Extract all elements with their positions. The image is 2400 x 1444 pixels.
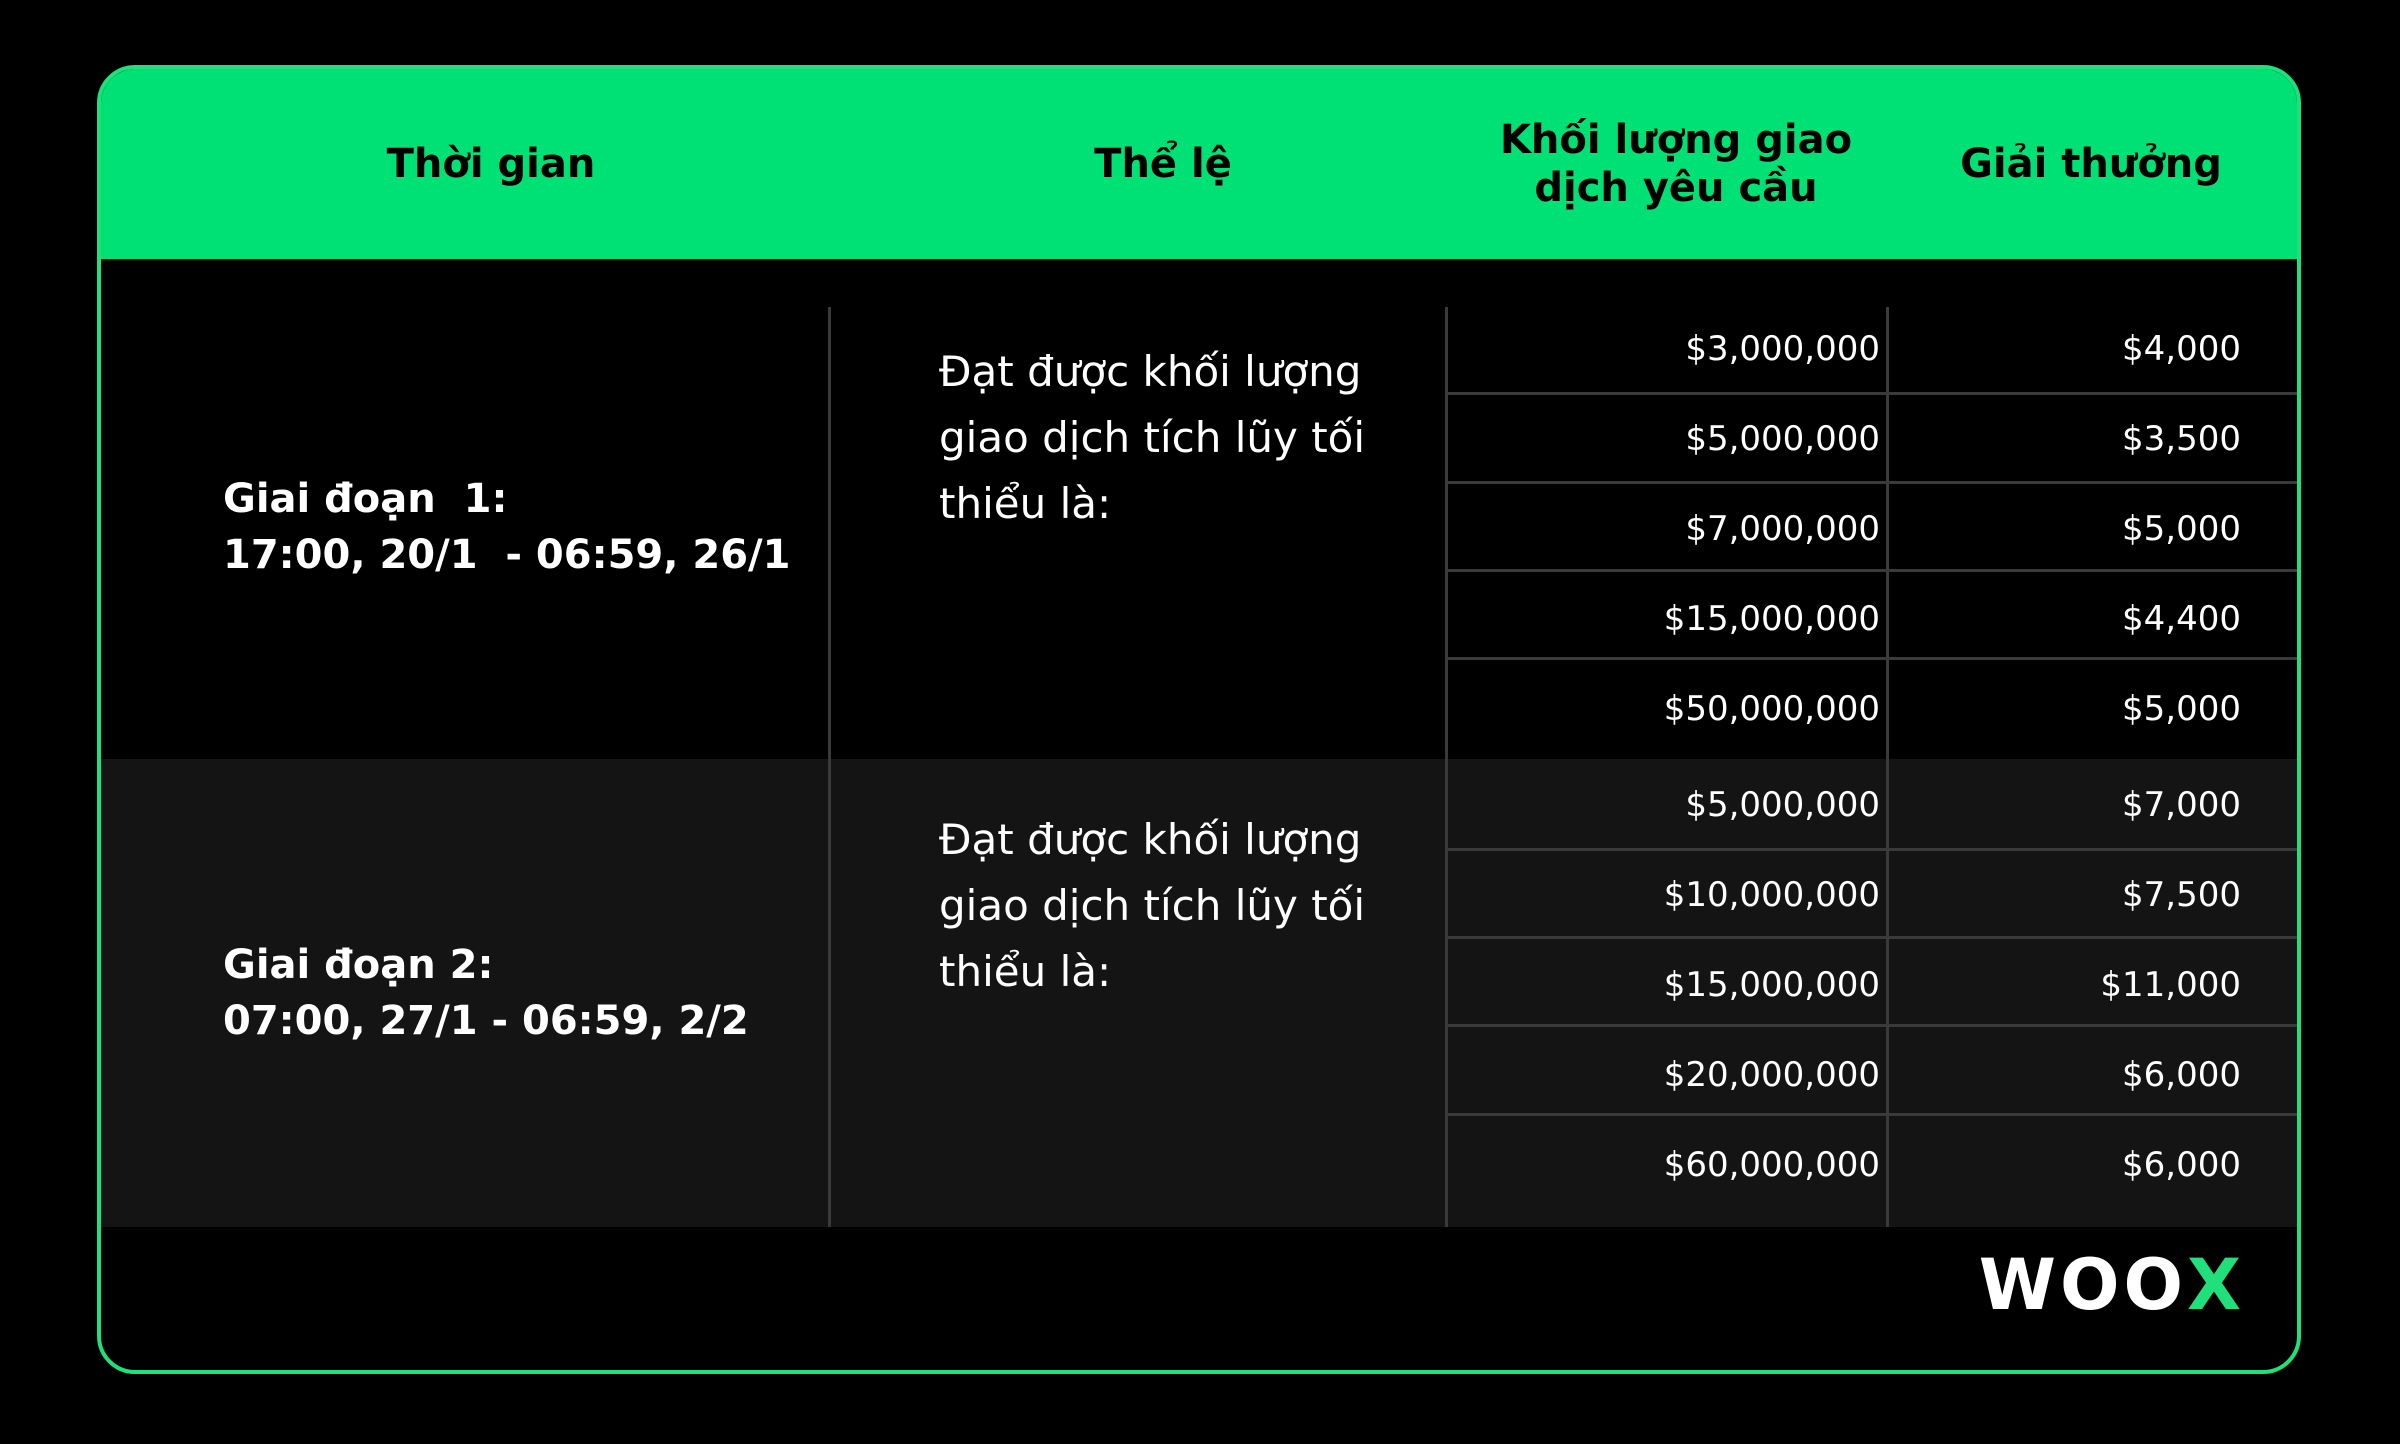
column-divider	[1886, 759, 1889, 1227]
header-prize: Giải thưởng	[1960, 141, 2222, 187]
volume-cell: $20,000,000	[1663, 1055, 1880, 1095]
volume-cell: $15,000,000	[1663, 965, 1880, 1005]
prize-cell: $4,000	[2122, 329, 2241, 369]
prize-cell: $5,000	[2122, 689, 2241, 729]
column-divider	[1445, 759, 1448, 1227]
prize-cell: $6,000	[2122, 1145, 2241, 1185]
header-rules: Thể lệ	[1094, 141, 1232, 187]
phase-period: Giai đoạn 2: 07:00, 27/1 - 06:59, 2/2	[223, 942, 749, 1044]
column-divider	[828, 759, 831, 1227]
volume-cell: $50,000,000	[1663, 689, 1880, 729]
phase-rule: Đạt được khối lượng giao dịch tích lũy tối thiểu là:	[939, 347, 1366, 528]
prize-cell: $3,500	[2122, 419, 2241, 459]
prize-cell: $5,000	[2122, 509, 2241, 549]
volume-cell: $60,000,000	[1663, 1145, 1880, 1185]
header-time: Thời gian	[386, 141, 596, 187]
header-volume: Khối lượng giao dịch yêu cầu	[1499, 117, 1853, 211]
volume-cell: $10,000,000	[1663, 875, 1880, 915]
phase-1-section	[101, 259, 2297, 759]
phase-period: Giai đoạn 1: 17:00, 20/1 - 06:59, 26/1	[223, 476, 791, 578]
logo-text: WOO	[1978, 1244, 2188, 1326]
phase-rule: Đạt được khối lượng giao dịch tích lũy tối thiểu là:	[939, 815, 1366, 996]
table-header	[101, 69, 2297, 259]
prize-cell: $7,500	[2122, 875, 2241, 915]
volume-cell: $5,000,000	[1685, 419, 1880, 459]
volume-cell: $15,000,000	[1663, 599, 1880, 639]
column-divider	[828, 307, 831, 759]
woox-logo	[1979, 1244, 2245, 1326]
column-divider	[1445, 307, 1448, 759]
rewards-table-card	[97, 65, 2301, 1374]
prize-cell: $11,000	[2100, 965, 2241, 1005]
prize-cell: $6,000	[2122, 1055, 2241, 1095]
volume-cell: $7,000,000	[1685, 509, 1880, 549]
logo-accent: X	[2187, 1244, 2245, 1326]
volume-cell: $3,000,000	[1685, 329, 1880, 369]
phase-2-section	[101, 759, 2297, 1227]
prize-cell: $4,400	[2122, 599, 2241, 639]
column-divider	[1886, 307, 1889, 759]
volume-cell: $5,000,000	[1685, 785, 1880, 825]
prize-cell: $7,000	[2122, 785, 2241, 825]
